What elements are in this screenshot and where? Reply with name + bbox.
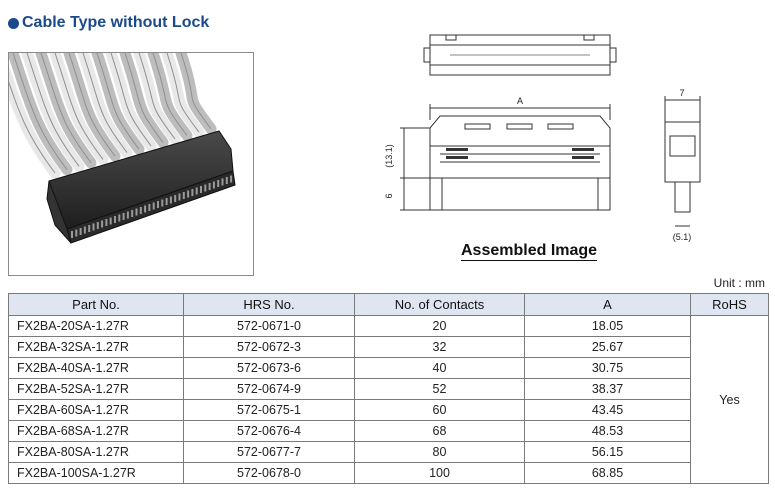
contacts-cell: 60: [355, 400, 525, 421]
table-row: [9, 358, 769, 379]
table-row: [9, 316, 769, 337]
col-header-hrs-no: HRS No.: [184, 294, 355, 316]
contacts-cell: 20: [355, 316, 525, 337]
dimension-6-label: 6: [384, 193, 394, 199]
part-no-cell: FX2BA-60SA-1.27R: [9, 400, 184, 421]
a-value-cell: 30.75: [525, 358, 691, 379]
col-header-a: A: [525, 294, 691, 316]
part-no-cell: FX2BA-68SA-1.27R: [9, 421, 184, 442]
hrs-no-cell: 572-0673-6: [184, 358, 355, 379]
table-row: [9, 337, 769, 358]
a-value-cell: 25.67: [525, 337, 691, 358]
dimension-a-label: A: [516, 96, 524, 106]
a-value-cell: 43.45: [525, 400, 691, 421]
table-row: [9, 400, 769, 421]
part-no-cell: FX2BA-40SA-1.27R: [9, 358, 184, 379]
product-photo: [8, 52, 254, 276]
contacts-cell: 40: [355, 358, 525, 379]
part-no-cell: FX2BA-80SA-1.27R: [9, 442, 184, 463]
specs-table: [8, 293, 769, 484]
table-row: [9, 463, 769, 484]
ribbon-cable-connector-image: [9, 53, 253, 275]
contacts-cell: 80: [355, 442, 525, 463]
col-header-rohs: RoHS: [691, 294, 769, 316]
part-no-cell: FX2BA-52SA-1.27R: [9, 379, 184, 400]
hrs-no-cell: 572-0677-7: [184, 442, 355, 463]
table-header-row: [9, 294, 769, 316]
col-header-contacts: No. of Contacts: [355, 294, 525, 316]
a-value-cell: 48.53: [525, 421, 691, 442]
table-row: [9, 379, 769, 400]
a-value-cell: 38.37: [525, 379, 691, 400]
contacts-cell: 52: [355, 379, 525, 400]
hrs-no-cell: 572-0676-4: [184, 421, 355, 442]
part-no-cell: FX2BA-20SA-1.27R: [9, 316, 184, 337]
part-no-cell: FX2BA-32SA-1.27R: [9, 337, 184, 358]
a-value-cell: 56.15: [525, 442, 691, 463]
col-header-part-no: Part No.: [9, 294, 184, 316]
rohs-cell: Yes: [691, 316, 769, 484]
unit-label: Unit : mm: [713, 276, 765, 290]
contacts-cell: 32: [355, 337, 525, 358]
contacts-cell: 68: [355, 421, 525, 442]
bullet-icon: [8, 18, 19, 29]
a-value-cell: 68.85: [525, 463, 691, 484]
table-row: [9, 421, 769, 442]
assembled-dimension-drawing: [380, 18, 760, 248]
dimension-height-label: (13.1): [384, 144, 394, 168]
figure-caption: Assembled Image: [461, 242, 598, 259]
hrs-no-cell: 572-0674-9: [184, 379, 355, 400]
part-no-cell: FX2BA-100SA-1.27R: [9, 463, 184, 484]
section-title: Cable Type without Lock: [22, 14, 210, 31]
hrs-no-cell: 572-0678-0: [184, 463, 355, 484]
section-heading: [8, 14, 209, 32]
dimension-7-label: 7: [679, 88, 685, 98]
hrs-no-cell: 572-0671-0: [184, 316, 355, 337]
hrs-no-cell: 572-0675-1: [184, 400, 355, 421]
a-value-cell: 18.05: [525, 316, 691, 337]
dimension-5-1-label: (5.1): [672, 232, 692, 242]
contacts-cell: 100: [355, 463, 525, 484]
table-row: [9, 442, 769, 463]
hrs-no-cell: 572-0672-3: [184, 337, 355, 358]
